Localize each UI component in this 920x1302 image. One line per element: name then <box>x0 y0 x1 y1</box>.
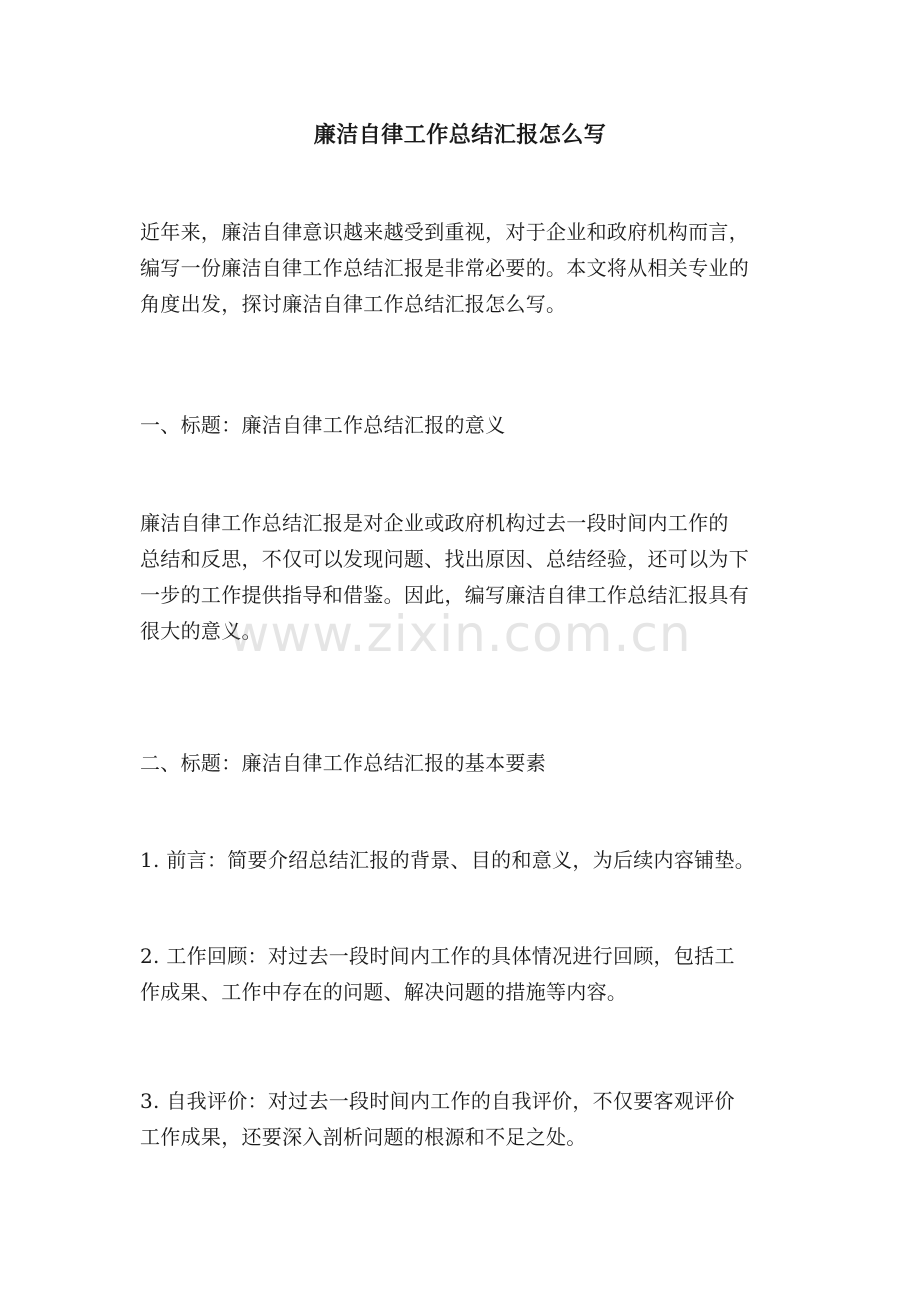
intro-line: 编写一份廉洁自律工作总结汇报是非常必要的。本文将从相关专业的 <box>140 256 749 280</box>
section-2-heading <box>140 745 782 781</box>
paragraph-line: 很大的意义。 <box>140 619 262 643</box>
list-item-line: 工作成果，还要深入剖析问题的根源和不足之处。 <box>140 1125 587 1149</box>
list-item-3 <box>140 1083 782 1155</box>
list-item-line: 3. 自我评价：对过去一段时间内工作的自我评价，不仅要客观评价 <box>140 1089 735 1113</box>
list-item-line: 1. 前言：简要介绍总结汇报的背景、目的和意义，为后续内容铺垫。 <box>140 848 756 872</box>
list-item-line: 2. 工作回顾：对过去一段时间内工作的具体情况进行回顾，包括工 <box>140 944 735 968</box>
heading-line: 一、标题：廉洁自律工作总结汇报的意义 <box>140 413 506 437</box>
watermark: www.zixin.com.cn <box>228 605 692 663</box>
intro-line: 近年来，廉洁自律意识越来越受到重视，对于企业和政府机构而言， <box>140 220 749 244</box>
paragraph-line: 一步的工作提供指导和借鉴。因此，编写廉洁自律工作总结汇报具有 <box>140 583 749 607</box>
section-1-paragraph <box>140 505 782 649</box>
list-item-2 <box>140 938 782 1010</box>
section-1-heading <box>140 407 782 443</box>
intro-line: 角度出发，探讨廉洁自律工作总结汇报怎么写。 <box>140 292 567 316</box>
list-item-line: 作成果、工作中存在的问题、解决问题的措施等内容。 <box>140 980 628 1004</box>
list-item-1 <box>140 842 782 878</box>
heading-line: 二、标题：廉洁自律工作总结汇报的基本要素 <box>140 751 546 775</box>
paragraph-line: 总结和反思，不仅可以发现问题、找出原因、总结经验，还可以为下 <box>140 547 749 571</box>
document-title: 廉洁自律工作总结汇报怎么写 <box>313 123 607 148</box>
paragraph-line: 廉洁自律工作总结汇报是对企业或政府机构过去一段时间内工作的 <box>140 511 729 535</box>
intro-paragraph <box>140 214 782 322</box>
